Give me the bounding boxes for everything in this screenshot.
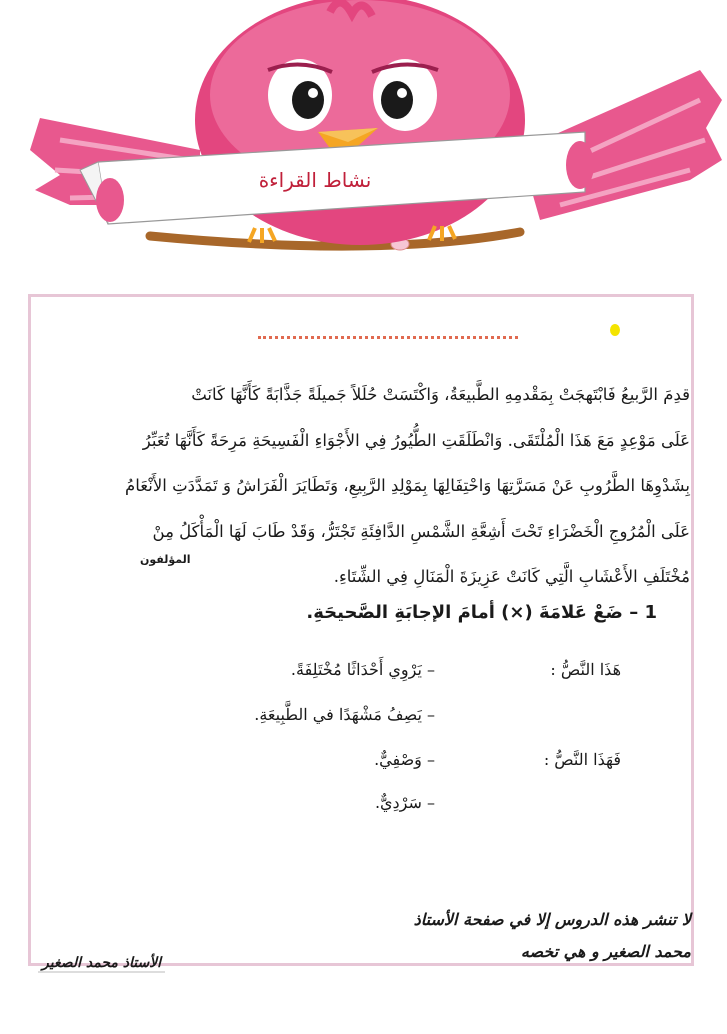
passage-line: بِشَدْوِهَا الطَّرُوبِ عَنْ مَسَرَّتِهَا وَاحْتِفَالِهَا بِمَوْلِدِ الرَّبِيعِ، وَتَطَايَرَ الْفَرَاشُ وَ تَمَدَّدَتِ الأَنْعَامُ [125,476,690,495]
passage-line: عَلَى الْمُرُوجِ الْخَضْرَاءِ تَحْتَ أَشِعَّةِ الشَّمْسِ الدَّافِئَةِ تَجْتَرُّ، وَقَدْ طَابَ لَهَا الْمَأْكَلُ مِنْ [152,521,690,541]
passage-line: مُخْتَلَفِ الأَعْشَابِ الَّتِي كَانَتْ عَزِيزَةَ الْمَنَالِ فِي الشِّتَاءِ. [333,567,690,586]
group1-label: هَذَا النَّصُّ : [550,660,621,679]
teacher-signature: الأستاذ محمد الصغير [38,955,165,973]
option-narrates[interactable]: – يَرْوِي أَحْدَاثًا مُخْتَلِفَةً. [290,660,435,679]
option-describes[interactable]: – يَصِفُ مَشْهَدًا في الطَّبِيعَةِ. [254,705,435,724]
question-title: 1 – ضَعْ عَلامَةَ (×) أمامَ الإجابَةِ الصَّحيحَةِ. [306,602,657,623]
yellow-dot [610,324,620,336]
dotted-divider [258,336,518,339]
passage-line: عَلَى مَوْعِدٍ مَعَ هَذَا الْمُلْتَقَى. وَانْطَلَقَتِ الطُّيُورُ فِي الأَجْوَاءِ الْفَسِيحَةِ مَرِحَةً كَأَنَّهَا تُعَبِّرُ [142,430,690,450]
bird-illustration [0,0,727,280]
copyright-note-line1: لا تنشر هذه الدروس إلا في صفحة الأستاذ [413,910,691,929]
copyright-note-line2: محمد الصغير و هي تخصه [520,942,691,961]
group2-label: فَهَذَا النَّصُّ : [543,750,621,769]
option-descriptive[interactable]: – وَصْفِيٌّ. [374,750,435,769]
authors-credit: المؤلفون [140,553,191,566]
passage-line: قدِمَ الرَّبيعُ فَابْتَهجَتْ بِمَقْدمِهِ الطَّبيعَةُ، وَاكْتَسَتْ حُلَلاً جَميلَةً جَذَّابَةً كَأَنَّهَا كَانَتْ [191,385,690,404]
banner-title: نشاط القراءة [258,168,372,192]
option-narrative[interactable]: – سَرْدِيٌّ. [374,793,435,812]
